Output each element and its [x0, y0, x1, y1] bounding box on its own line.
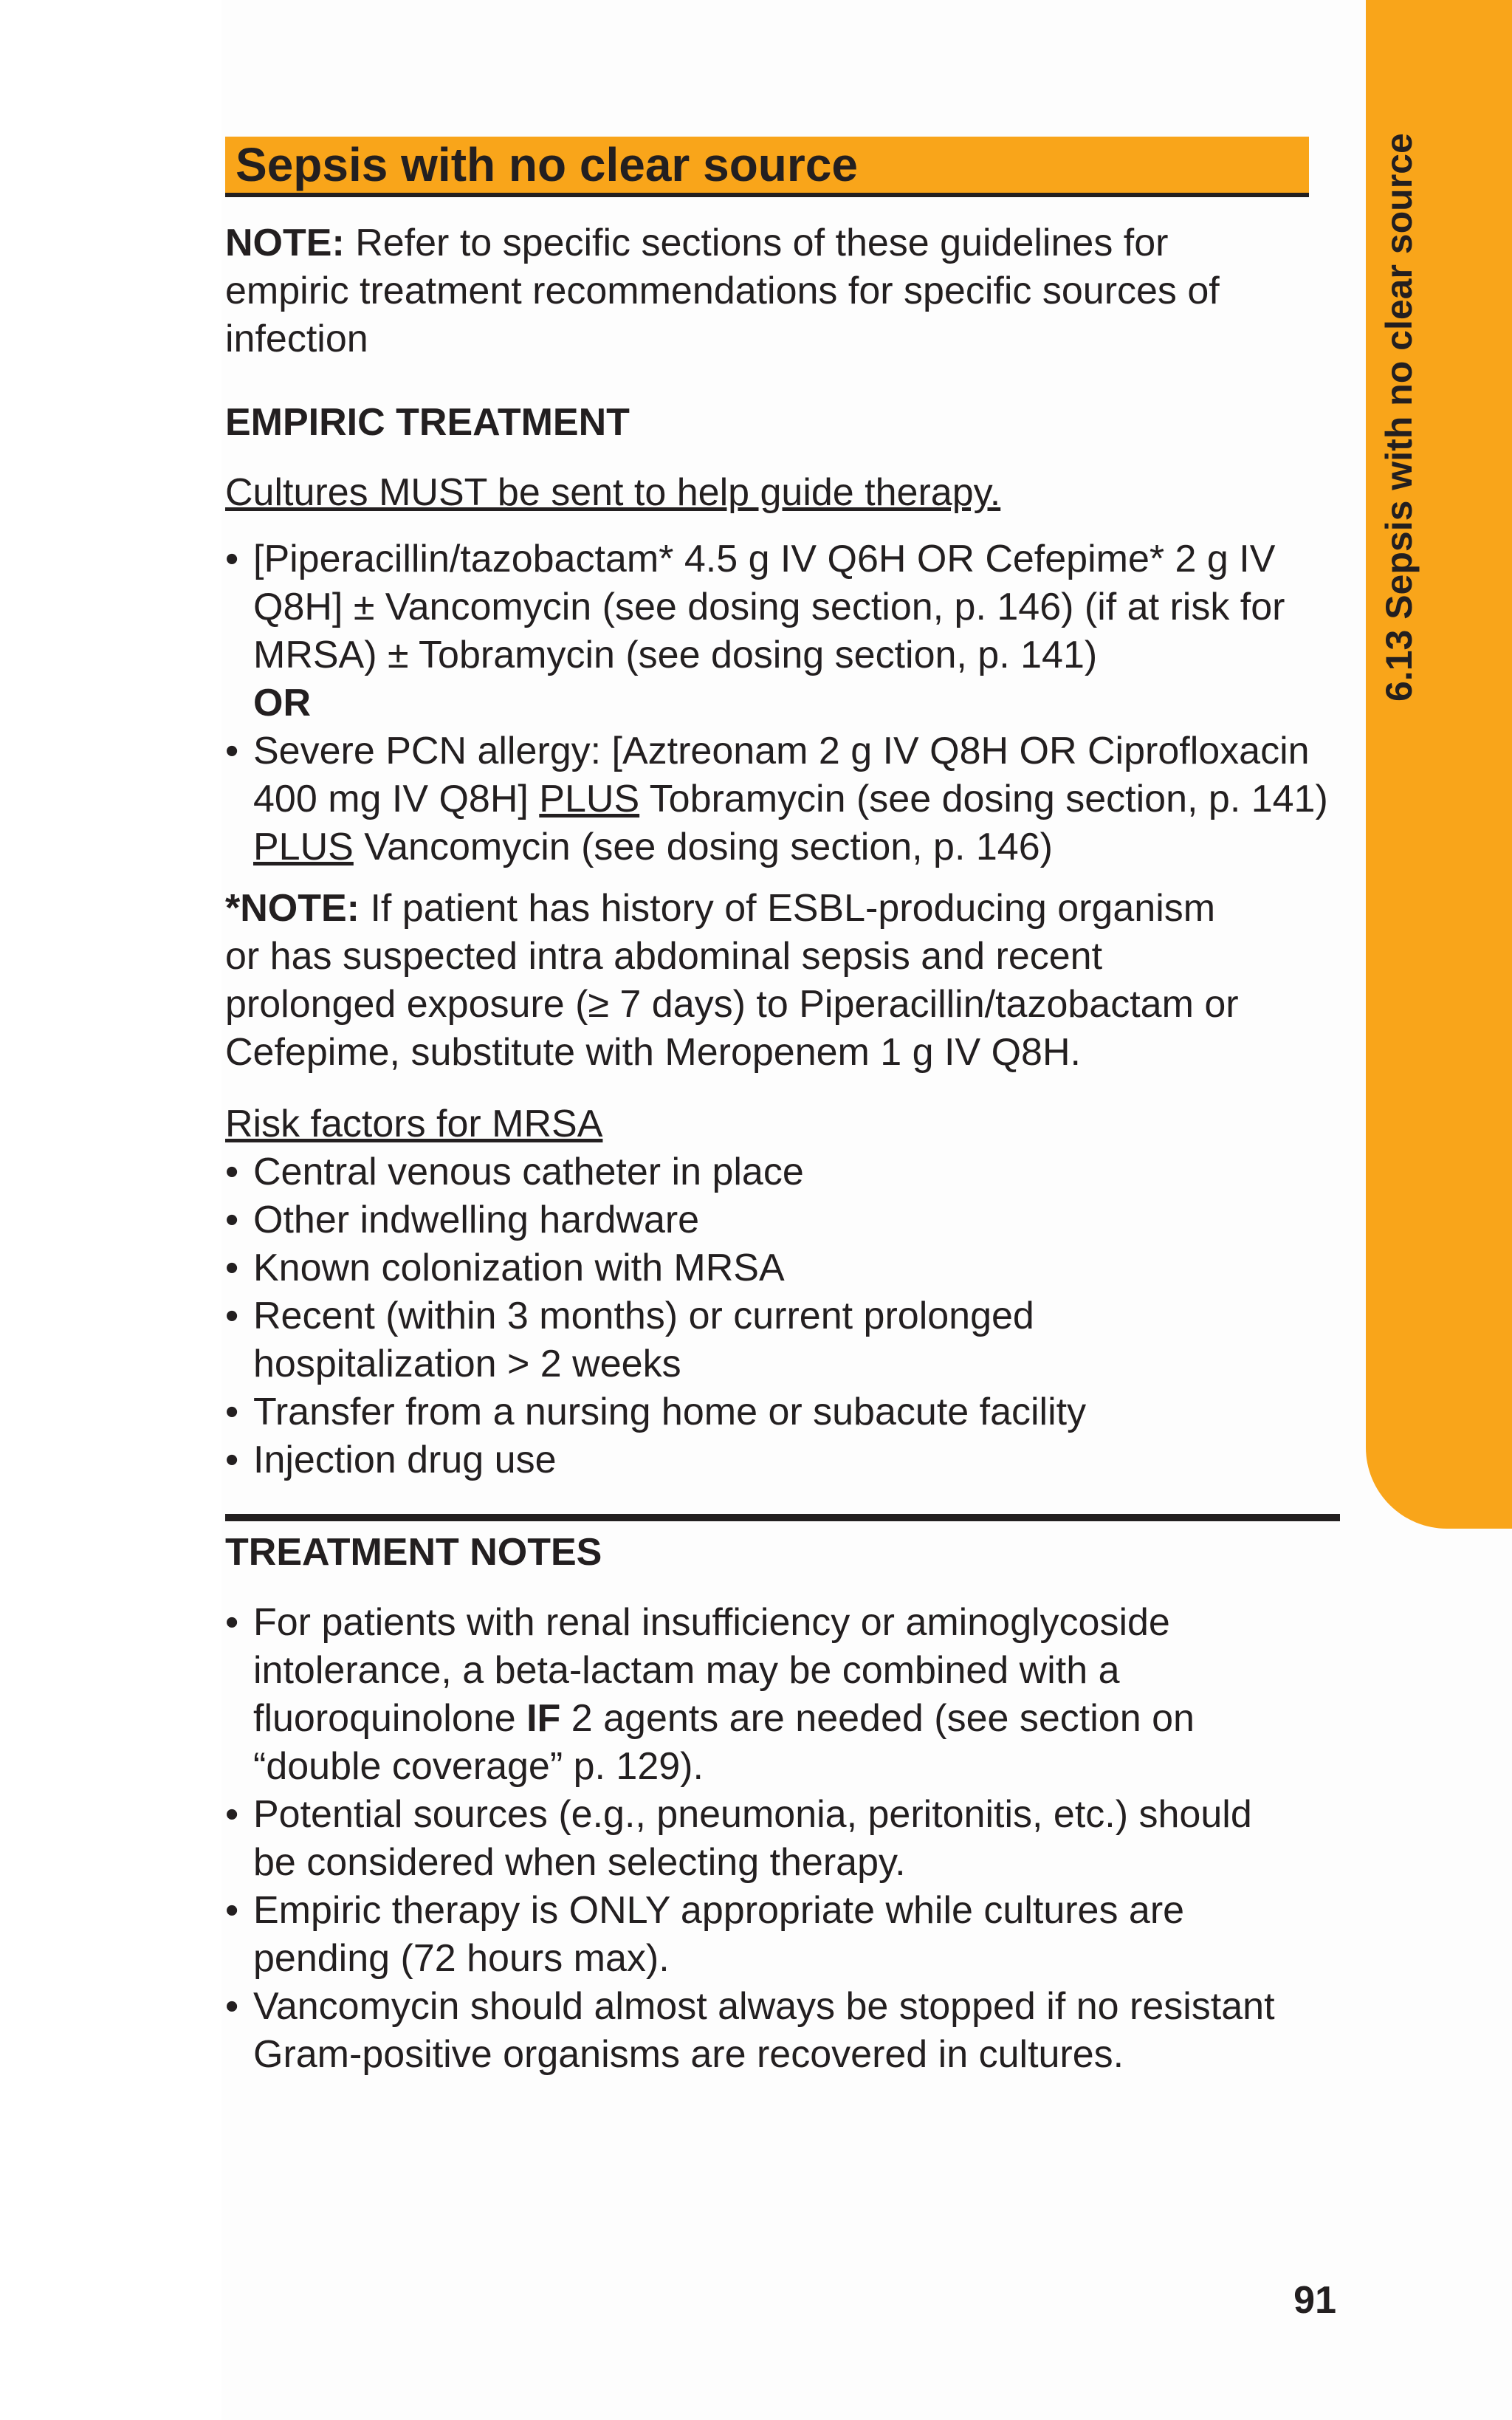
main-content [225, 137, 1336, 2079]
treatment-notes-list [225, 1599, 1288, 2079]
list-item: • Other indwelling hardware [225, 1196, 1244, 1244]
list-item [225, 727, 1339, 871]
intro-note [225, 219, 1259, 363]
list-item [225, 1599, 1288, 1791]
note-item-text: For patients with renal insufficiency or aminoglycoside intolerance, a beta-lactam may be combined with a fluoroquinolone [253, 1601, 1170, 1740]
list-item: • Transfer from a nursing home or subacute facility [225, 1388, 1244, 1436]
list-item: • Recent (within 3 months) or current prolonged hospitalization > 2 weeks [225, 1292, 1244, 1388]
section-divider [225, 1514, 1340, 1521]
or-label: OR [253, 682, 311, 724]
page-margin [0, 0, 221, 2420]
if-label: IF [526, 1697, 561, 1740]
esbl-note [225, 885, 1259, 1077]
note-label: NOTE: [225, 222, 345, 264]
note-text: Refer to specific sections of these guidelines for empiric treatment recommendations for specific sources of infection [225, 222, 1220, 360]
risk-list [225, 1148, 1244, 1484]
list-item: • Potential sources (e.g., pneumonia, peritonitis, etc.) should be considered when selecting therapy. [225, 1791, 1288, 1887]
list-item: • Injection drug use [225, 1436, 1244, 1484]
regimen-allergy-c: Vancomycin (see dosing section, p. 146) [353, 826, 1053, 868]
list-item: • Empiric therapy is ONLY appropriate while cultures are pending (72 hours max). [225, 1887, 1288, 1983]
title-bar [225, 137, 1309, 197]
section-tab-label: 6.13 Sepsis with no clear source [1378, 133, 1420, 702]
page-title: Sepsis with no clear source [236, 138, 858, 191]
list-item [225, 535, 1294, 727]
note-item-text: 2 agents are needed (see section on “double coverage” p. 129). [253, 1697, 1195, 1788]
regimen-allergy-b: Tobramycin (see dosing section, p. 141) [639, 778, 1328, 820]
list-item: • Known colonization with MRSA [225, 1244, 1244, 1292]
list-item: • Vancomycin should almost always be stopped if no resistant Gram-positive organisms are recovered in cultures. [225, 1983, 1288, 2079]
list-item: • Central venous catheter in place [225, 1148, 1244, 1196]
treatment-notes-heading: TREATMENT NOTES [225, 1531, 602, 1574]
empiric-regimens [225, 535, 1336, 871]
plus-label: PLUS [539, 778, 640, 820]
regimen-allergy-a: Severe PCN allergy: [Aztreonam 2 g IV Q8H OR Ciprofloxacin 400 mg IV Q8H] [253, 730, 1310, 820]
esbl-note-text: If patient has history of ESBL-producing organism or has suspected intra abdominal sepsis and recent prolonged exposure (≥ 7 days) to Piperacillin/tazobactam or Cefepime, substitute with Meropenem 1 g IV Q8H. [225, 887, 1239, 1074]
plus-label: PLUS [253, 826, 354, 868]
regimen-primary: [Piperacillin/tazobactam* 4.5 g IV Q6H OR Cefepime* 2 g IV Q8H] ± Vancomycin (see dosing section, p. 146) (if at risk for MRSA) ± Tobramycin (see dosing section, p. 141) [253, 538, 1285, 676]
risk-heading: Risk factors for MRSA [225, 1103, 603, 1145]
cultures-note: Cultures MUST be sent to help guide therapy. [225, 471, 1001, 514]
page-number: 91 [1293, 2279, 1336, 2322]
empiric-heading: EMPIRIC TREATMENT [225, 401, 630, 444]
esbl-note-label: *NOTE: [225, 887, 360, 930]
